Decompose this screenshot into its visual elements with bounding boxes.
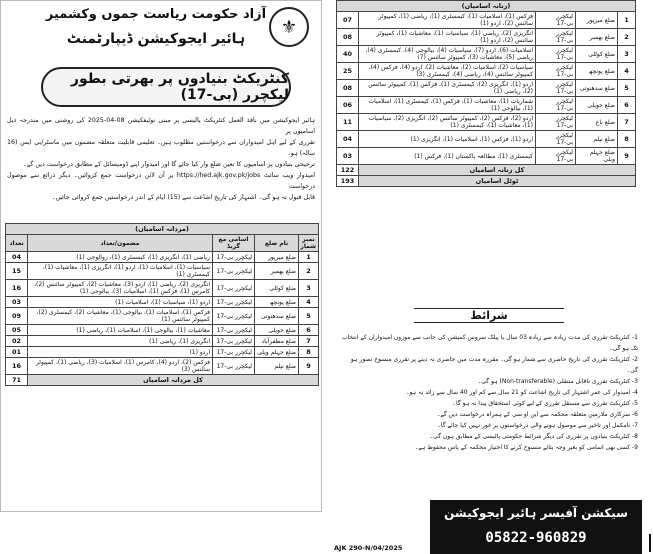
grand-total-label: ٹوٹل اسامیاں xyxy=(359,176,636,187)
intro-paragraph xyxy=(7,115,315,203)
department-title: ہائیر ایجوکیشن ڈیپارٹمنٹ xyxy=(66,31,246,47)
table-row xyxy=(337,114,636,131)
conditions-list xyxy=(338,332,638,453)
post-grade: لیکچرر بی-17 xyxy=(536,12,576,29)
post-count: 40 xyxy=(337,46,359,63)
subjects-list: انگریزی (1)، ریاضی (1) xyxy=(28,336,213,347)
district-name: ضلع جہلم ویلی xyxy=(255,347,299,358)
subjects-list: اردو (1)، انگریزی (2)، کیمسٹری (1)، فزکس (1)، کمپیوٹر سائنس (2)، ریاضی (1) xyxy=(359,80,536,97)
post-count: 02 xyxy=(6,336,28,347)
table-row xyxy=(6,358,319,375)
intro-line: ترجیحی بنیادوں پر اسامیوں کا تعین ضلع وار کیا جائے گا اور امیدوار اپنے ڈومیسائل کے مطابق درخواست دیں گے۔ xyxy=(23,161,315,168)
row-number: 1 xyxy=(299,252,319,263)
row-number: 9 xyxy=(618,148,636,165)
post-grade: لیکچرر بی-17 xyxy=(536,114,576,131)
post-count: 11 xyxy=(337,114,359,131)
row-number: 2 xyxy=(299,263,319,280)
district-name: ضلع باغ xyxy=(576,114,618,131)
district-name: ضلع بھمبر xyxy=(576,29,618,46)
right-newspaper-page xyxy=(330,0,648,554)
col-header: مضمون/تعداد xyxy=(28,235,213,252)
intro-line: قابل قبول نہ ہو گی۔ اشتہار کی تاریخ اشاعت سے (15) ایام کے اندر درخواستیں جمع کروائی جائیں۔ xyxy=(51,194,315,201)
subjects-list: ریاضی (1)، انگریزی (1)، کیمسٹری (1)، زوالوجی (1) xyxy=(28,252,213,263)
subjects-list: معاشیات (1)، بیالوجی (1)، اسلامیات (1)، ریاضی (1) xyxy=(28,325,213,336)
row-number: 3 xyxy=(618,46,636,63)
condition-item: 5- کنٹریکٹ تقرری سے مستقل تقرری کے لیے کوئی استحقاق پیدا نہ ہو گا۔ xyxy=(452,400,638,407)
table-row xyxy=(337,12,636,29)
col-header: نام ضلع xyxy=(255,235,299,252)
subjects-list: اردو (1)، سیاسیات (1)، اسلامیات (1) xyxy=(28,297,213,308)
table-row xyxy=(337,148,636,165)
row-number: 6 xyxy=(299,325,319,336)
table-row xyxy=(6,297,319,308)
table-row xyxy=(337,131,636,148)
post-count: 16 xyxy=(6,280,28,297)
subjects-list: فزکس (2)، اردو (4)، کامرس (1)، اسلامیات (3)، ریاضی (1)، کمپیوٹر سائنس (3) xyxy=(28,358,213,375)
row-number: 1 xyxy=(618,12,636,29)
col-header: تعداد xyxy=(6,235,28,252)
post-count: 04 xyxy=(6,252,28,263)
left-newspaper-page xyxy=(0,0,322,512)
post-count: 03 xyxy=(337,148,359,165)
district-name: ضلع جہلم ویلی xyxy=(576,148,618,165)
table-row xyxy=(337,46,636,63)
subjects-list: فزکس (1)، اسلامیات (1)، کیمسٹری (1)، ریاضی (1)، کمپیوٹر سائنس (2)، اردو (1) xyxy=(359,12,536,29)
post-grade: لیکچرر بی-17 xyxy=(213,263,255,280)
district-name: ضلع نیلم xyxy=(255,358,299,375)
district-name: ضلع نیلم xyxy=(576,131,618,148)
condition-item: 3- کنٹریکٹ تقرری ناقابل منتقلی (Non-transferable) ہو گی۔ xyxy=(477,378,638,385)
condition-item: 1- کنٹریکٹ تقرری کی مدت زیادہ سے زیادہ 03 سال یا پبلک سروس کمیشن کی جانب سے موزوں امیدواران کے انتخاب تک ہو گی۔ xyxy=(341,334,638,352)
row-number: 8 xyxy=(618,131,636,148)
post-grade: لیکچرر بی-17 xyxy=(536,131,576,148)
male-total-value: 71 xyxy=(6,375,28,386)
post-count: 05 xyxy=(6,325,28,336)
grand-total-value: 193 xyxy=(337,176,359,187)
table-row xyxy=(337,80,636,97)
footer-box xyxy=(430,500,642,554)
table-row xyxy=(337,63,636,80)
post-grade: لیکچرر بی-17 xyxy=(536,29,576,46)
post-grade: لیکچرر بی-17 xyxy=(213,336,255,347)
post-grade: لیکچرر بی-17 xyxy=(536,46,576,63)
row-number: 7 xyxy=(618,114,636,131)
district-name: ضلع کوٹلی xyxy=(576,46,618,63)
subjects-list: انگریزی (2)، ریاضی (1)، اردو (3)، معاشیات (2)، کمپیوٹر سائنس (2)، کامرس (1)، فزکس (1)، اسلامیات (3)، بیالوجی (1) xyxy=(28,280,213,297)
intro-line: ہائیر ایجوکیشن میں نافذ العمل کنٹریکٹ پالیسی پر مبنی نوٹیفکیشن 08-04-2025 کی روشنی میں مندرجہ ذیل اسامیوں پر xyxy=(7,117,315,135)
district-name: ضلع میرپور xyxy=(255,252,299,263)
female-posts-table xyxy=(336,0,636,187)
subjects-list: اردو (1)، فزکس (1)، اسلامیات (1)، انگریزی (1) xyxy=(359,131,536,148)
post-count: 08 xyxy=(337,29,359,46)
subjects-list: کیمسٹری (1)، مطالعہ پاکستان (1)، فزکس (1) xyxy=(359,148,536,165)
post-count: 06 xyxy=(337,97,359,114)
row-number: 5 xyxy=(299,308,319,325)
district-name: ضلع حویلی xyxy=(576,97,618,114)
subjects-list: اسلامیات (6)، اردو (7)، سیاسیات (4)، بیالوجی (4)، کیمسٹری (4)، ریاضی (5)، معاشیات (3)، کمپیوٹر سائنس (7) xyxy=(359,46,536,63)
female-total-value: 122 xyxy=(337,165,359,176)
post-count: 25 xyxy=(337,63,359,80)
post-grade: لیکچرر بی-17 xyxy=(536,97,576,114)
col-header: نمبر شمار xyxy=(299,235,319,252)
condition-item: 9- کسی بھی اسامی کو بغیر وجہ بتائے منسوخ کرنے کا اختیار محکمہ کے پاس محفوظ ہے۔ xyxy=(414,444,638,451)
table-row xyxy=(6,308,319,325)
table-row xyxy=(6,325,319,336)
post-grade: لیکچرر بی-17 xyxy=(213,347,255,358)
district-name: ضلع پونچھ xyxy=(255,297,299,308)
district-name: ضلع کوٹلی xyxy=(255,280,299,297)
post-count: 01 xyxy=(6,347,28,358)
subjects-list: شماریات (1)، معاشیات (1)، فزکس (1)، کیمسٹری (1)، اسلامیات (1)، بیالوجی (1) xyxy=(359,97,536,114)
district-name: ضلع سدھنوتی xyxy=(255,308,299,325)
table-row xyxy=(6,347,319,358)
post-count: 08 xyxy=(337,80,359,97)
table-row xyxy=(6,252,319,263)
condition-item: 4- امیدوار کی عمر اشتہار کی تاریخ اشاعت کو 21 سال سے کم اور 40 سال سے زائد نہ ہو۔ xyxy=(405,389,638,396)
district-name: ضلع پونچھ xyxy=(576,63,618,80)
table-row xyxy=(6,280,319,297)
row-number: 4 xyxy=(299,297,319,308)
post-grade: لیکچرر بی-17 xyxy=(536,80,576,97)
district-name: ضلع حویلی xyxy=(255,325,299,336)
recruitment-banner: کنٹریکٹ بنیادوں پر بھرتی بطور لیکچرر (بی-17) xyxy=(41,67,291,107)
row-number: 9 xyxy=(299,358,319,375)
condition-item: 6- سرکاری ملازمین متعلقہ محکمہ سے این او سی کے ہمراہ درخواست دیں گے۔ xyxy=(436,411,638,418)
section-officer-title: سیکشن آفیسر ہائیر ایجوکیشن xyxy=(444,506,628,520)
post-grade: لیکچرر بی-17 xyxy=(213,308,255,325)
table-row xyxy=(337,97,636,114)
post-count: 04 xyxy=(337,131,359,148)
subjects-list: سیاسیات (2)، اسلامیات (2)، معاشیات (2)، اردو (4)، فزکس (4)، کمپیوٹر سائنس (4)، ریاضی (4)، کیمسٹری (3) xyxy=(359,63,536,80)
post-grade: لیکچرر بی-17 xyxy=(213,297,255,308)
row-number: 2 xyxy=(618,29,636,46)
subjects-list: اردو (2)، فزکس (2)، کمپیوٹر سائنس (2)، انگریزی (2)، سیاسیات (1)، معاشیات (1)، کیمسٹری (1) xyxy=(359,114,536,131)
table-row xyxy=(6,336,319,347)
post-grade: لیکچرر بی-17 xyxy=(213,358,255,375)
advertisement-ref-number: AJK 290-N/04/2025 xyxy=(334,544,403,552)
female-table-caption: (زنانہ اسامیاں) xyxy=(337,1,636,12)
government-seal-icon: ⚜ xyxy=(269,7,309,47)
district-name: ضلع بھمبر xyxy=(255,263,299,280)
intro-line: تقرری کے لیے اہل امیدواران سے درخواستیں مطلوب ہیں۔ تعلیمی قابلیت متعلقہ مضمون میں ماسٹر/بی ایس (16 سالہ) ہو۔ xyxy=(7,139,315,157)
district-name: ضلع مظفرآباد xyxy=(255,336,299,347)
row-number: 6 xyxy=(618,97,636,114)
table-row xyxy=(337,29,636,46)
post-count: 09 xyxy=(6,308,28,325)
post-count: 07 xyxy=(337,12,359,29)
subjects-list: فزکس (1)، اسلامیات (1)، بیالوجی (1)، معاشیات (2)، کیمسٹری (2)، کمپیوٹر سائنس (1) xyxy=(28,308,213,325)
district-name: ضلع سدھنوتی xyxy=(576,80,618,97)
intro-line: امیدوار ویب سائٹ https://hed.ajk.gov.pk/jobs پر آن لائن درخواست جمع کروائیں۔ دیگر ذرائع سے موصول درخواست xyxy=(7,172,315,190)
row-number: 8 xyxy=(299,347,319,358)
post-count: 15 xyxy=(6,263,28,280)
male-posts-table xyxy=(5,223,319,386)
table-row xyxy=(6,263,319,280)
condition-item: 7- نامکمل اور تاخیر سے موصول ہونے والی درخواستوں پر غور نہیں کیا جائے گا۔ xyxy=(437,422,638,429)
female-total-label: کل زنانہ اسامیاں xyxy=(359,165,636,176)
post-grade: لیکچرر بی-17 xyxy=(536,63,576,80)
contact-phone: 05822-960829 xyxy=(485,530,587,546)
page-edge-mark xyxy=(649,534,651,552)
row-number: 4 xyxy=(618,63,636,80)
post-grade: لیکچرر بی-17 xyxy=(213,252,255,263)
subjects-list: سیاسیات (1)، اسلامیات (1)، اردو (1)، انگریزی (1)، معاشیات (1)، کیمسٹری (1) xyxy=(28,263,213,280)
post-count: 16 xyxy=(6,358,28,375)
condition-item: 8- کنٹریکٹ بنیادوں پر تقرری کی دیگر شرائط حکومتی پالیسی کے مطابق ہوں گی۔ xyxy=(429,433,638,440)
government-title: آزاد حکومت ریاست جموں وکشمیر xyxy=(45,7,267,22)
district-name: ضلع میرپور xyxy=(576,12,618,29)
subjects-list: انگریزی (2)، ریاضی (1)، سیاسیات (1)، معاشیات (1)، کمپیوٹر سائنس (2)، اردو (1) xyxy=(359,29,536,46)
condition-item: 2- کنٹریکٹ تقرری کی تاریخ حاضری سے شمار ہو گی۔ مقررہ مدت میں حاضری نہ دینے پر تقرری منسوخ تصور ہو گی۔ xyxy=(350,356,638,374)
post-grade: لیکچرر بی-17 xyxy=(213,325,255,336)
subjects-list: اردو (1) xyxy=(28,347,213,358)
conditions-title: شرائط xyxy=(414,308,564,323)
row-number: 5 xyxy=(618,80,636,97)
post-grade: لیکچرر بی-17 xyxy=(213,280,255,297)
post-count: 03 xyxy=(6,297,28,308)
male-total-label: کل مردانہ اسامیاں xyxy=(28,375,319,386)
row-number: 3 xyxy=(299,280,319,297)
row-number: 7 xyxy=(299,336,319,347)
post-grade: لیکچرر بی-17 xyxy=(536,148,576,165)
male-table-caption: (مردانہ اسامیاں) xyxy=(6,224,319,235)
col-header: اسامی مع گریڈ xyxy=(213,235,255,252)
